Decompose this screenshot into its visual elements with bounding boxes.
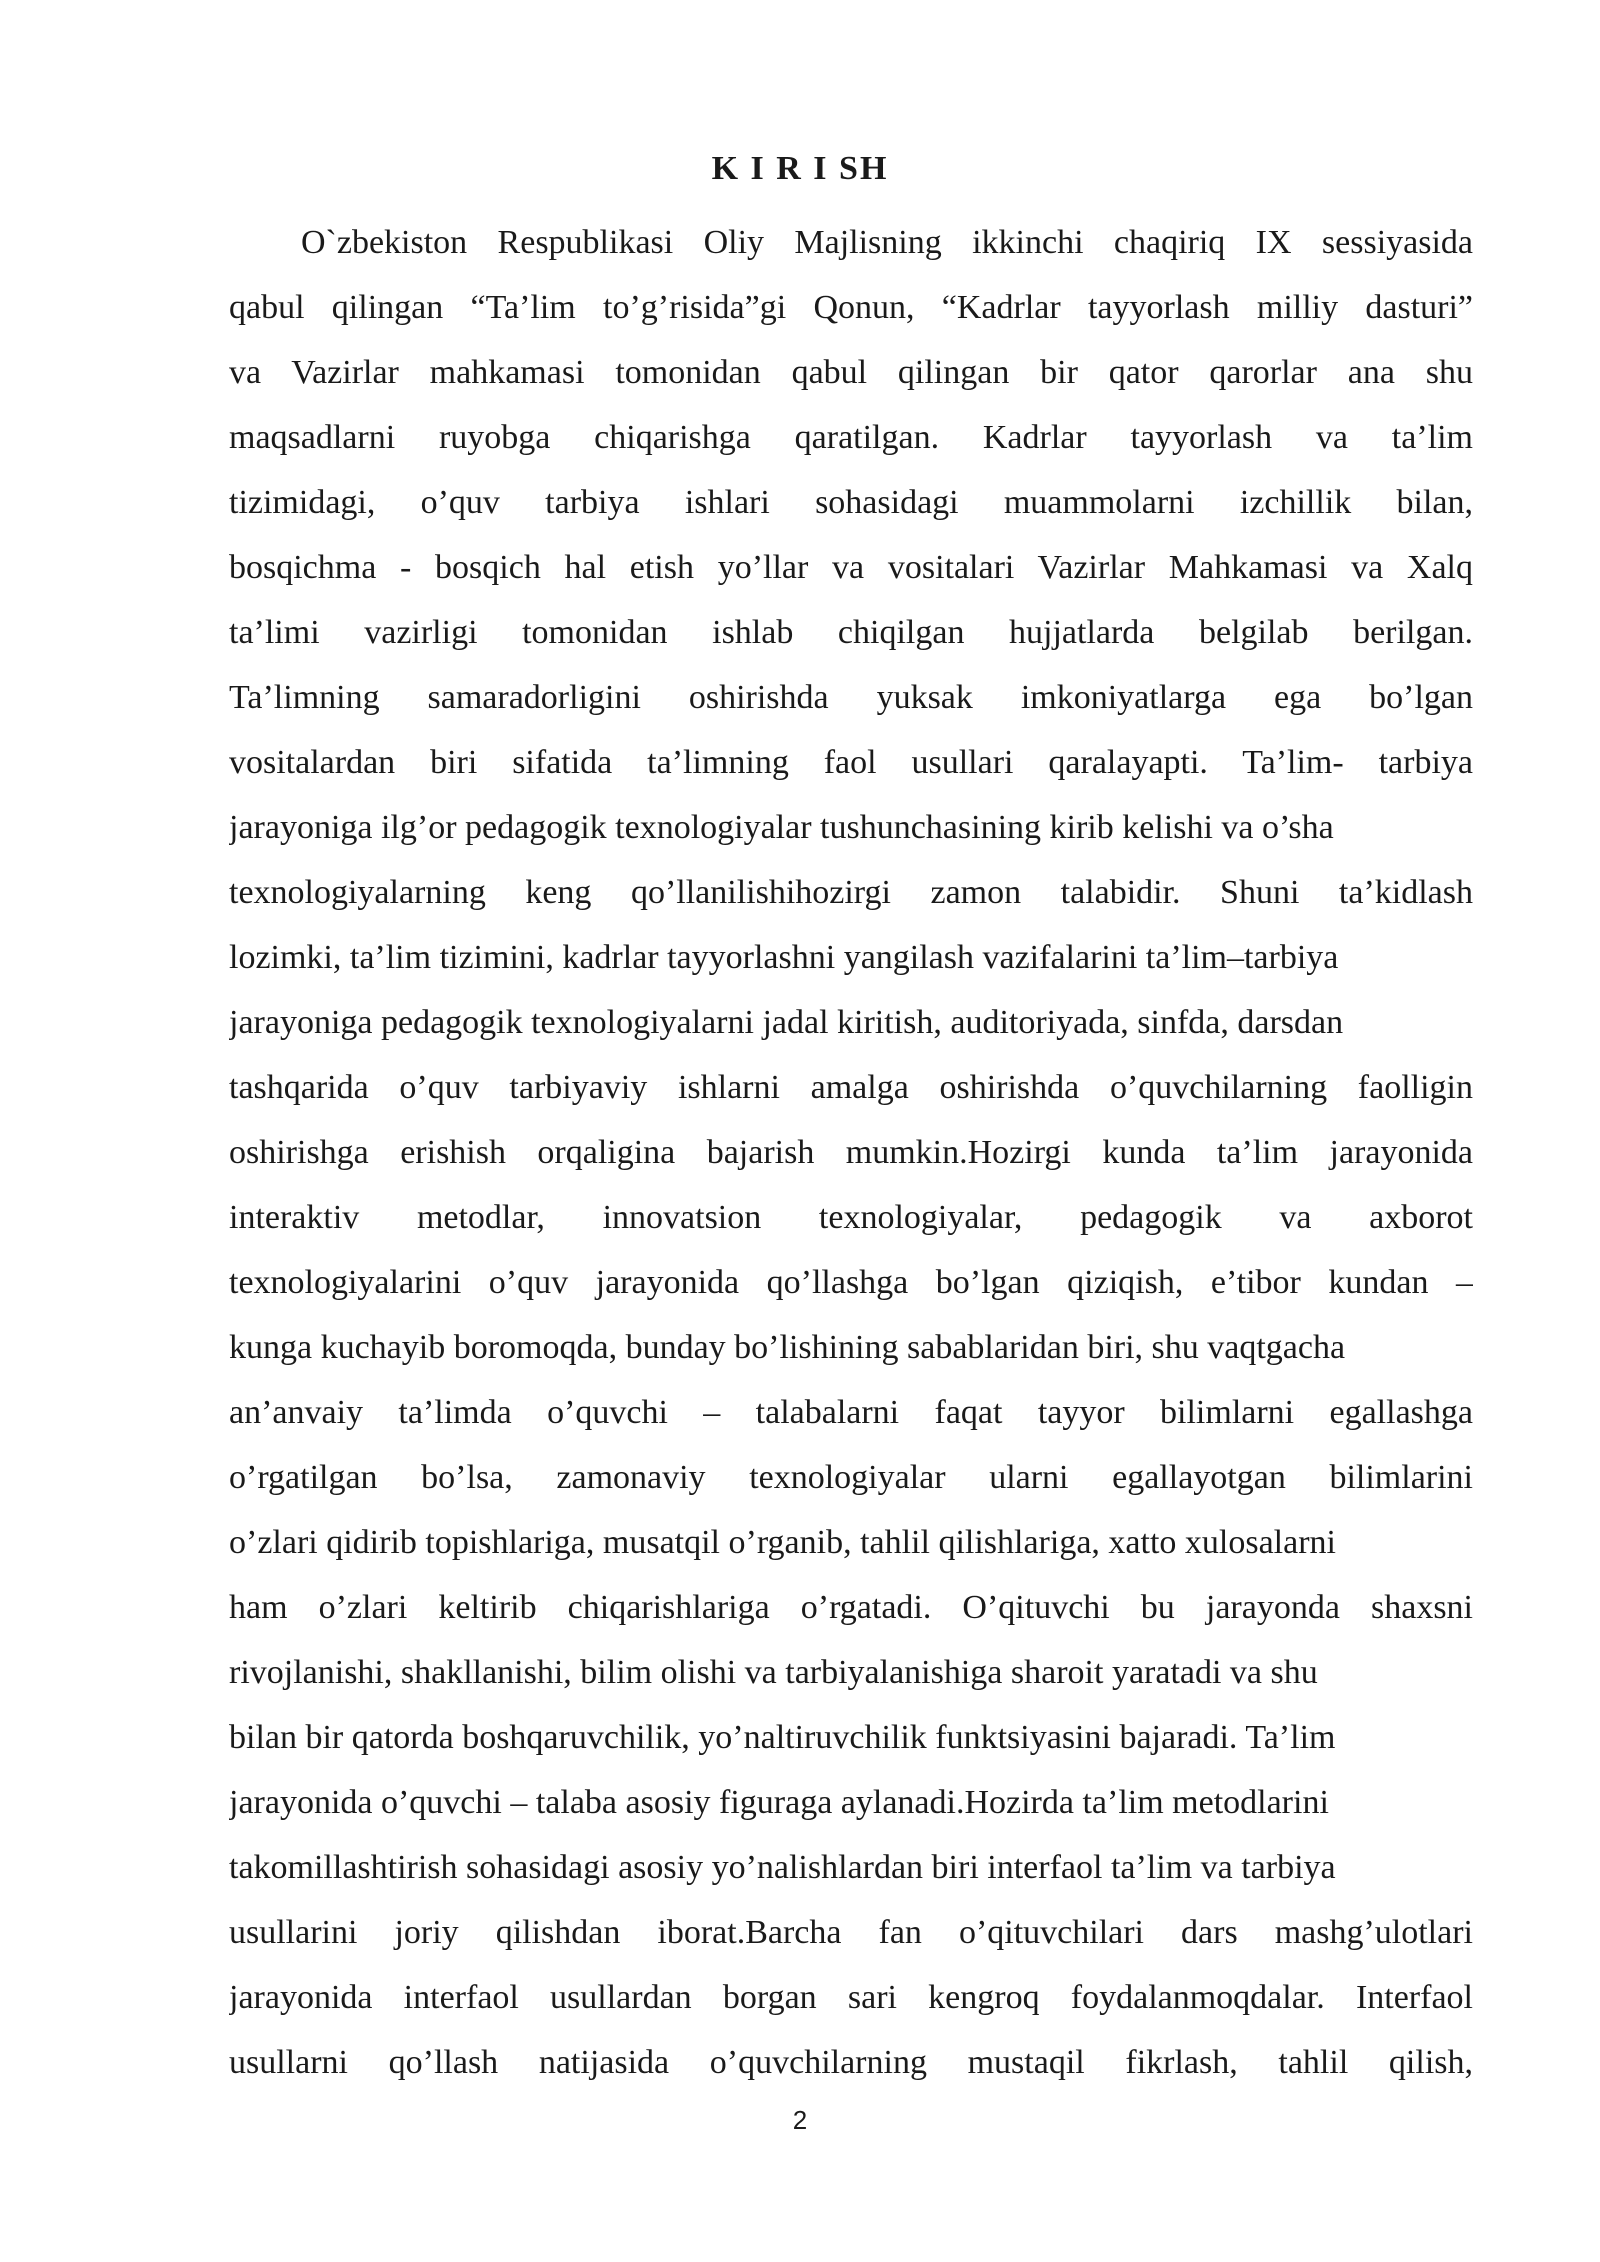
text-line: O`zbekiston Respublikasi Oliy Majlisning ikkinchi chaqiriq IX sessiyasida (301, 224, 1473, 261)
text-line: tashqarida o’quv tarbiyaviy ishlarni amalga oshirishda o’quvchilarning faolligin (229, 1069, 1473, 1106)
text-line: oshirishga erishish orqaligina bajarish mumkin.Hozirgi kunda ta’lim jarayonida (229, 1134, 1473, 1171)
text-line: jarayonida interfaol usullardan borgan sari kengroq foydalanmoqdalar. Interfaol (229, 1979, 1473, 2016)
text-line: usullarni qo’llash natijasida o’quvchilarning mustaqil fikrlash, tahlil qilish, (229, 2044, 1473, 2081)
text-line: bosqichma - bosqich hal etish yo’llar va vositalari Vazirlar Mahkamasi va Xalq (229, 549, 1473, 586)
text-line: bilan bir qatorda boshqaruvchilik, yo’naltiruvchilik funktsiyasini bajaradi. Ta’lim (229, 1719, 1336, 1756)
text-line: lozimki, ta’lim tizimini, kadrlar tayyorlashni yangilash vazifalarini ta’lim–tarbiya (229, 939, 1339, 976)
text-line: o’rgatilgan bo’lsa, zamonaviy texnologiyalar ularni egallayotgan bilimlarini (229, 1459, 1473, 1496)
text-line: usullarini joriy qilishdan iborat.Barcha fan o’qituvchilari dars mashg’ulotlari (229, 1914, 1473, 1951)
text-line: an’anvaiy ta’limda o’quvchi – talabalarni faqat tayyor bilimlarni egallashga (229, 1394, 1473, 1431)
section-title: K I R I SH (711, 150, 889, 187)
text-line: vositalardan biri sifatida ta’limning faol usullari qaralayapti. Ta’lim- tarbiya (229, 744, 1473, 781)
text-line: qabul qilingan “Ta’lim to’g’risida”gi Qonun, “Kadrlar tayyorlash milliy dasturi” (229, 289, 1473, 326)
body-paragraph (229, 210, 1473, 2095)
text-line: takomillashtirish sohasidagi asosiy yo’nalishlardan biri interfaol ta’lim va tarbiya (229, 1849, 1336, 1886)
text-line: jarayonida o’quvchi – talaba asosiy figuraga aylanadi.Hozirda ta’lim metodlarini (229, 1784, 1329, 1821)
text-line: ham o’zlari keltirib chiqarishlariga o’rgatadi. O’qituvchi bu jarayonda shaxsni (229, 1589, 1473, 1626)
text-line: va Vazirlar mahkamasi tomonidan qabul qilingan bir qator qarorlar ana shu (229, 354, 1473, 391)
text-line: rivojlanishi, shakllanishi, bilim olishi va tarbiyalanishiga sharoit yaratadi va shu (229, 1654, 1318, 1691)
text-line: texnologiyalarini o’quv jarayonida qo’llashga bo’lgan qiziqish, e’tibor kundan – (229, 1264, 1473, 1301)
page-number: 2 (792, 2105, 808, 2135)
text-line: ta’limi vazirligi tomonidan ishlab chiqilgan hujjatlarda belgilab berilgan. (229, 614, 1473, 651)
text-line: interaktiv metodlar, innovatsion texnologiyalar, pedagogik va axborot (229, 1199, 1473, 1236)
text-line: tizimidagi, o’quv tarbiya ishlari sohasidagi muammolarni izchillik bilan, (229, 484, 1473, 521)
text-line: maqsadlarni ruyobga chiqarishga qaratilgan. Kadrlar tayyorlash va ta’lim (229, 419, 1473, 456)
text-line: jarayoniga ilg’or pedagogik texnologiyalar tushunchasining kirib kelishi va o’sha (229, 809, 1334, 846)
text-line: texnologiyalarning keng qo’llanilishihozirgi zamon talabidir. Shuni ta’kidlash (229, 874, 1473, 911)
text-line: jarayoniga pedagogik texnologiyalarni jadal kiritish, auditoriyada, sinfda, darsdan (229, 1004, 1344, 1041)
text-line: Ta’limning samaradorligini oshirishda yuksak imkoniyatlarga ega bo’lgan (229, 679, 1473, 716)
text-line: kunga kuchayib boromoqda, bunday bo’lishining sabablaridan biri, shu vaqtgacha (229, 1329, 1346, 1366)
text-line: o’zlari qidirib topishlariga, musatqil o’rganib, tahlil qilishlariga, xatto xulosalarni (229, 1524, 1336, 1561)
